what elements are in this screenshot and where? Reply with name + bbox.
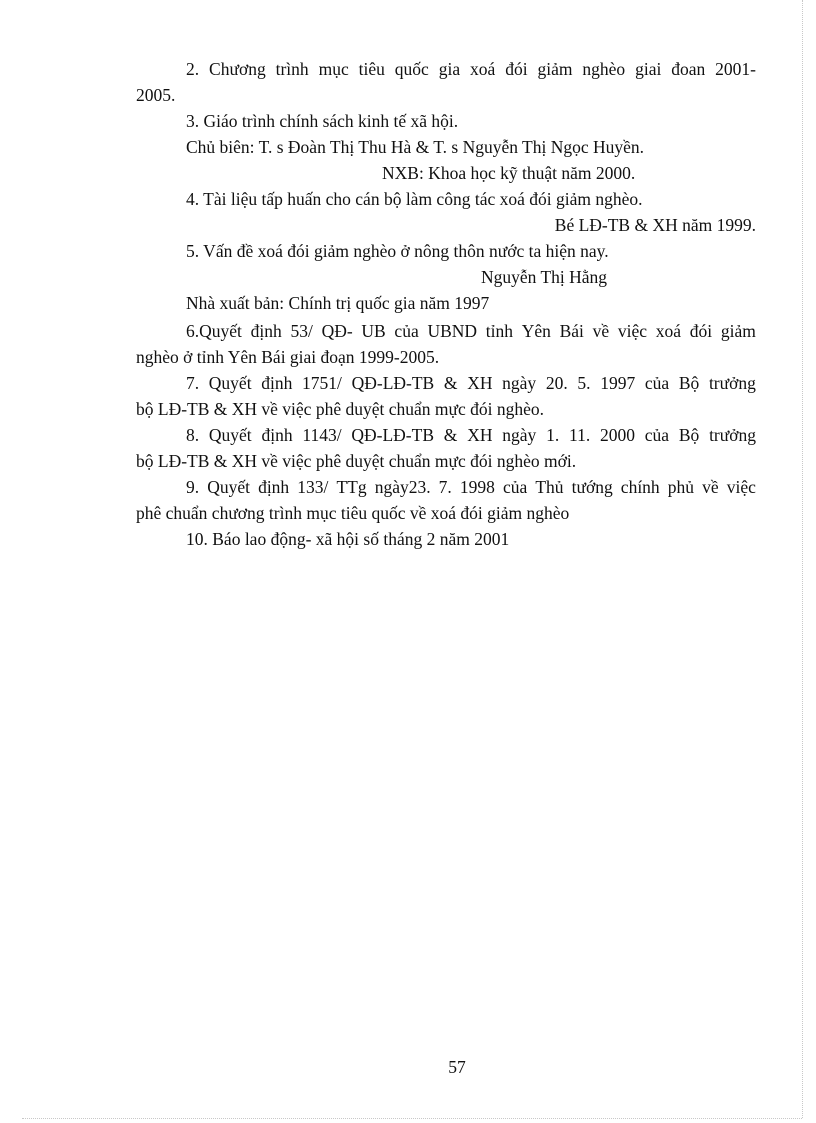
justified-word: giai [635,59,662,79]
reference-item-9-line-2: phê chuẩn chương trình mục tiêu quốc về xoá đói giảm nghèo [136,503,570,523]
justified-word: 2. [186,59,200,79]
justified-word: định [261,373,293,393]
justified-word: XH [467,425,493,445]
justified-word: gia [438,59,461,79]
reference-item-5-publisher: Nhà xuất bản: Chính trị quốc gia năm 1997 [186,293,490,313]
justified-word: Chương [209,59,266,79]
justified-word: 1. [546,425,560,445]
justified-word: Quyết [207,477,250,497]
justified-word: chính [620,477,660,497]
justified-word: 11. [568,425,591,445]
justified-word: 9. [186,477,200,497]
reference-item-2-line-2: 2005. [136,85,176,105]
justified-word: tiêu [358,59,385,79]
justified-word: đoan [671,59,706,79]
justified-word: 1751/ [302,373,342,393]
reference-item-4-publisher: Bé LĐ-TB & XH năm 1999. [554,215,756,235]
justified-word: 6.Quyết [186,321,242,341]
justified-word: định [261,425,293,445]
justified-word: 7. [186,373,200,393]
justified-word: việc [726,477,756,497]
reference-list [136,56,756,552]
justified-word: trình [275,59,309,79]
justified-word: 2000 [599,425,635,445]
justified-word: Bộ [678,373,700,393]
justified-word: định [250,321,282,341]
justified-word: xoá [470,59,496,79]
reference-item-6-line-2: nghèo ở tỉnh Yên Bái giai đoạn 1999-2005. [136,347,440,367]
justified-word: ngày23. [374,477,431,497]
justified-word: Bộ [678,425,700,445]
reference-item-8-line-1 [136,422,756,448]
page-border-bottom [22,1118,802,1119]
justified-word: 1997 [600,373,636,393]
reference-item-5-author: Nguyễn Thị Hằng [481,267,608,287]
justified-word: 8. [186,425,200,445]
justified-word: ngày [502,425,537,445]
justified-word: & [443,425,458,445]
justified-word: của [394,321,419,341]
justified-word: 20. [545,373,568,393]
justified-word: của [644,373,670,393]
justified-word: xoá [655,321,682,341]
justified-word: TTg [336,477,367,497]
reference-item-5-title: 5. Vấn đề xoá đói giảm nghèo ở nông thôn nước ta hiện nay. [186,241,609,261]
reference-item-3-editors: Chủ biên: T. s Đoàn Thị Thu Hà & T. s Nguyễn Thị Ngọc Huyền. [186,137,645,157]
justified-word: 53/ [290,321,313,341]
reference-item-9-line-1 [136,474,756,500]
justified-word: mục [318,59,349,79]
justified-word: trưởng [708,373,756,393]
justified-word: trưởng [709,425,756,445]
justified-word: ngày [502,373,537,393]
reference-item-2-line-1 [136,56,756,82]
justified-word: về [592,321,610,341]
justified-word: định [258,477,290,497]
justified-word: về [702,477,719,497]
justified-word: của [502,477,528,497]
justified-word: 1998 [459,477,495,497]
reference-item-10: 10. Báo lao động- xã hội số tháng 2 năm 2001 [186,529,510,549]
reference-item-8-line-2: bộ LĐ-TB & XH về việc phê duyệt chuẩn mực đói nghèo mới. [136,451,577,471]
justified-word: của [644,425,670,445]
justified-word: Quyết [208,425,252,445]
justified-word: UB [361,321,386,341]
justified-word: tướng [571,477,613,497]
justified-word: 7. [438,477,452,497]
reference-item-4-title: 4. Tài liệu tấp huấn cho cán bộ làm công tác xoá đói giảm nghèo. [186,189,643,209]
justified-word: XH [467,373,493,393]
justified-word: việc [617,321,648,341]
reference-item-7-line-2: bộ LĐ-TB & XH về việc phê duyệt chuẩn mực đói nghèo. [136,399,544,419]
justified-word: Thủ [535,477,564,497]
justified-word: giảm [537,59,573,79]
justified-word: & [443,373,458,393]
justified-word: UBND [427,321,478,341]
justified-word: đói [689,321,713,341]
justified-word: 133/ [297,477,329,497]
page-border-right [802,0,803,1118]
justified-word: 5. [577,373,591,393]
justified-word: phủ [667,477,695,497]
justified-word: đói [505,59,528,79]
reference-item-7-line-1 [136,370,756,396]
justified-word: giảm [720,321,756,341]
reference-item-3-title: 3. Giáo trình chính sách kinh tế xã hội. [186,111,459,131]
justified-word: nghèo [582,59,626,79]
justified-word: Quyết [208,373,252,393]
justified-word: quốc [394,59,429,79]
justified-word: QĐ-LĐ-TB [351,425,434,445]
justified-word: QĐ-LĐ-TB [351,373,435,393]
justified-word: 2001- [715,59,756,79]
justified-word: Bái [559,321,584,341]
reference-item-6-line-1 [136,318,756,344]
page-number: 57 [448,1057,466,1077]
justified-word: Yên [521,321,551,341]
justified-word: QĐ- [321,321,353,341]
reference-item-3-publisher: NXB: Khoa học kỹ thuật năm 2000. [382,163,636,183]
justified-word: tỉnh [485,321,513,341]
justified-word: 1143/ [302,425,342,445]
